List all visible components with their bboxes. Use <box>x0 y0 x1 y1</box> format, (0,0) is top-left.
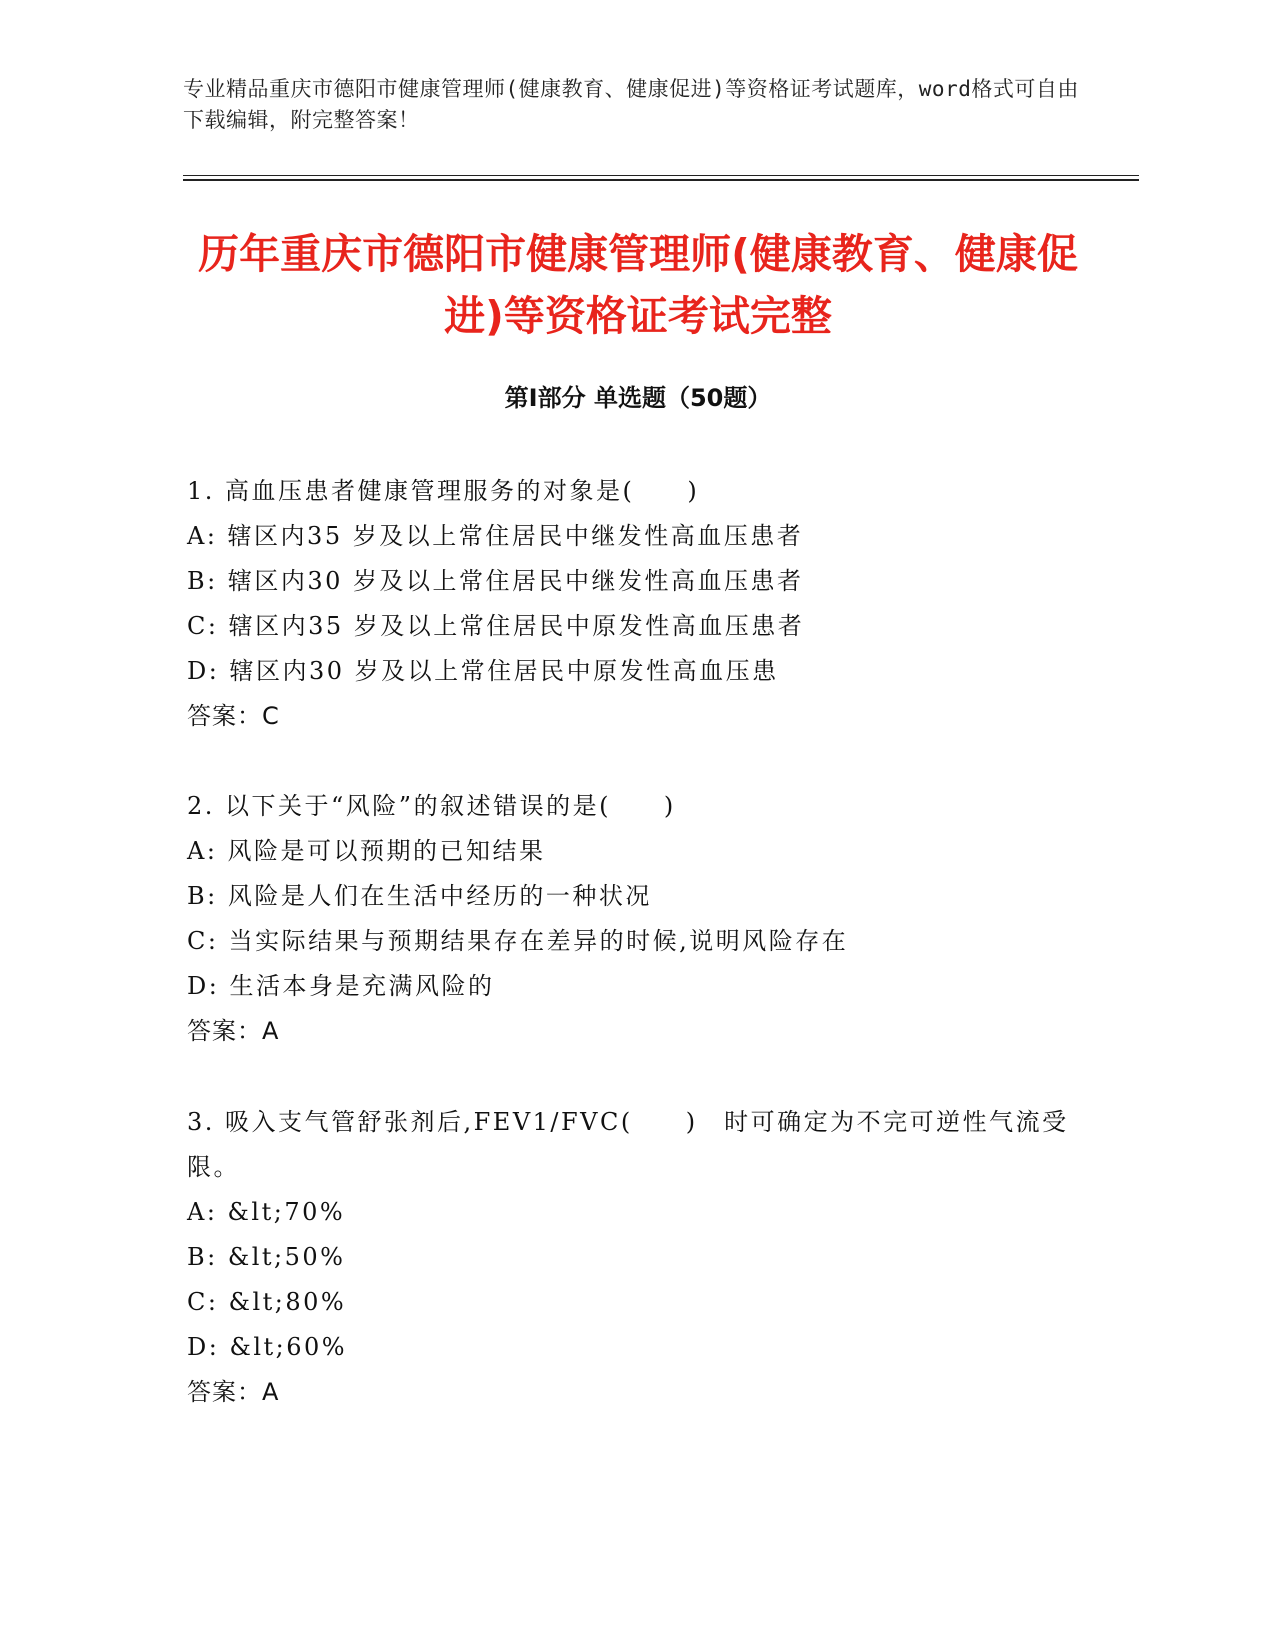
option-a: A: &lt;70% <box>187 1198 346 1226</box>
option-c: C: 当实际结果与预期结果存在差异的时候,说明风险存在 <box>187 927 849 955</box>
option-d: D: &lt;60% <box>187 1333 348 1361</box>
question-1 <box>187 469 1087 739</box>
option-b: B: &lt;50% <box>187 1243 346 1271</box>
option-a: A: 辖区内35 岁及以上常住居民中继发性高血压患者 <box>187 522 804 550</box>
question-stem: 3. 吸入支气管舒张剂后,FEV1/FVC( ) 时可确定为不完可逆性气流受限。 <box>187 1108 1069 1181</box>
answer: 答案：A <box>187 1378 280 1406</box>
answer: 答案：C <box>187 702 280 730</box>
option-a: A: 风险是可以预期的已知结果 <box>187 837 546 865</box>
question-stem: 2. 以下关于“风险”的叙述错误的是( ) <box>187 792 676 820</box>
option-d: D: 生活本身是充满风险的 <box>187 972 495 1000</box>
document-title: 历年重庆市德阳市健康管理师(健康教育、健康促进)等资格证考试完整 <box>198 230 1078 340</box>
question-stem: 1. 高血压患者健康管理服务的对象是( ) <box>187 477 700 505</box>
option-c: C: &lt;80% <box>187 1288 347 1316</box>
option-c: C: 辖区内35 岁及以上常住居民中原发性高血压患者 <box>187 612 805 640</box>
question-2 <box>187 784 1087 1054</box>
answer: 答案：A <box>187 1017 280 1045</box>
option-d: D: 辖区内30 岁及以上常住居民中原发性高血压患 <box>187 657 779 685</box>
header-divider-thin <box>183 175 1139 176</box>
header-note: 专业精品重庆市德阳市健康管理师(健康教育、健康促进)等资格证考试题库，word格式可自由下载编辑，附完整答案！ <box>183 77 1079 132</box>
header-divider-thick <box>183 179 1139 181</box>
question-3 <box>187 1100 1087 1415</box>
option-b: B: 风险是人们在生活中经历的一种状况 <box>187 882 652 910</box>
option-b: B: 辖区内30 岁及以上常住居民中继发性高血压患者 <box>187 567 804 595</box>
section-heading: 第Ⅰ部分 单选题（50题） <box>504 384 772 412</box>
